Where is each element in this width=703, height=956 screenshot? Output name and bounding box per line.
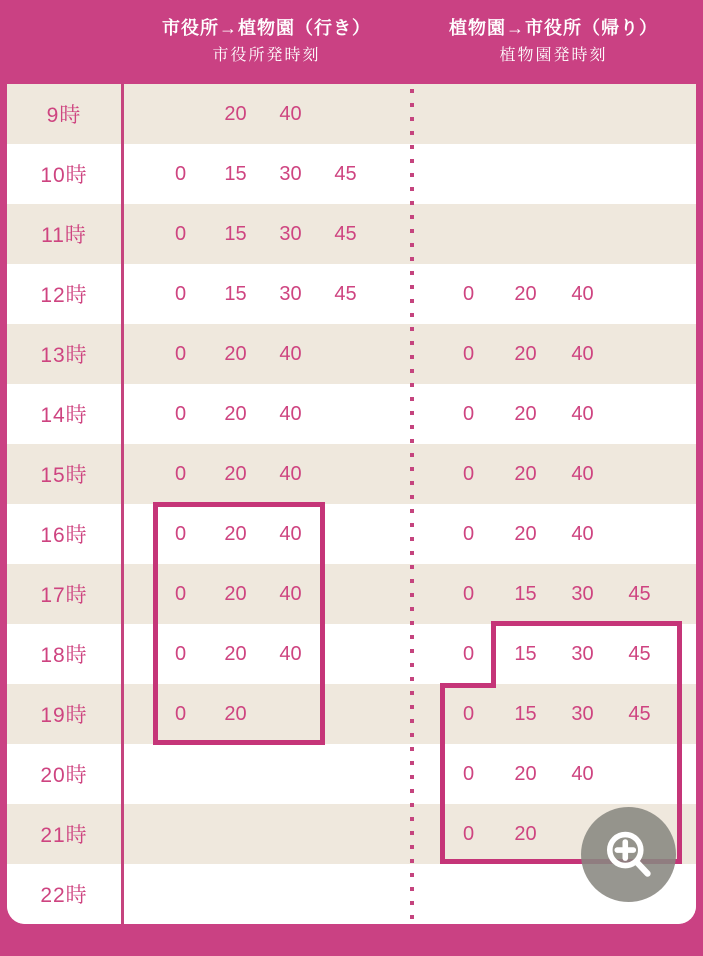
outbound-times (153, 504, 373, 564)
return-time: 30 (571, 582, 594, 605)
return-times (440, 384, 668, 444)
return-time: 30 (571, 702, 594, 725)
outbound-time (318, 504, 373, 564)
return-header (411, 17, 696, 77)
timetable-row (7, 564, 696, 624)
return-time: 0 (462, 822, 475, 845)
outbound-title: 市役所→植物園（行き） (162, 18, 371, 38)
outbound-time (318, 744, 373, 804)
outbound-times (153, 624, 373, 684)
center-dotted-divider (410, 89, 414, 919)
outbound-time (318, 624, 373, 684)
return-times (440, 564, 668, 624)
return-time: 0 (462, 762, 475, 785)
return-times (440, 84, 668, 144)
outbound-times (153, 384, 373, 444)
outbound-time (318, 384, 373, 444)
outbound-time: 40 (279, 402, 302, 425)
return-time (554, 84, 611, 144)
outbound-time: 0 (174, 642, 187, 665)
hour-label: 16時 (40, 524, 88, 547)
hour-label: 22時 (40, 884, 88, 907)
timetable-row (7, 204, 696, 264)
return-time: 40 (571, 282, 594, 305)
return-times (440, 684, 668, 744)
outbound-time (208, 744, 263, 804)
outbound-times (153, 324, 373, 384)
timetable-row (7, 324, 696, 384)
timetable-rows (7, 84, 696, 924)
outbound-time: 0 (174, 522, 187, 545)
return-time: 40 (571, 762, 594, 785)
outbound-times (153, 744, 373, 804)
return-time: 0 (462, 342, 475, 365)
return-time (554, 204, 611, 264)
return-times (440, 744, 668, 804)
outbound-time: 15 (224, 222, 247, 245)
outbound-time: 20 (224, 102, 247, 125)
outbound-time: 40 (279, 522, 302, 545)
hour-label: 14時 (40, 404, 88, 427)
timetable-row (7, 144, 696, 204)
outbound-times (153, 444, 373, 504)
outbound-time: 40 (279, 642, 302, 665)
outbound-times (153, 84, 373, 144)
outbound-time (318, 684, 373, 744)
timetable-row (7, 384, 696, 444)
return-time: 0 (462, 642, 475, 665)
outbound-time (208, 804, 263, 864)
timetable-row (7, 264, 696, 324)
outbound-time: 40 (279, 102, 302, 125)
outbound-time: 45 (334, 222, 357, 245)
return-time (497, 144, 554, 204)
outbound-times (153, 804, 373, 864)
outbound-time: 20 (224, 402, 247, 425)
return-time: 0 (462, 282, 475, 305)
outbound-time: 0 (174, 582, 187, 605)
return-time (440, 144, 497, 204)
return-time: 45 (628, 582, 651, 605)
hour-column-divider (121, 84, 124, 924)
return-time: 0 (462, 462, 475, 485)
timetable-row (7, 684, 696, 744)
outbound-time: 45 (334, 282, 357, 305)
return-time (440, 204, 497, 264)
return-title: 植物園→市役所（帰り） (449, 18, 658, 38)
return-time (611, 444, 668, 504)
hour-label: 11時 (41, 224, 87, 247)
outbound-times (153, 564, 373, 624)
return-time (611, 144, 668, 204)
return-time (611, 204, 668, 264)
outbound-time (318, 564, 373, 624)
outbound-time: 0 (174, 222, 187, 245)
outbound-time: 30 (279, 162, 302, 185)
outbound-time (263, 744, 318, 804)
outbound-time: 30 (279, 222, 302, 245)
zoom-button[interactable] (581, 807, 676, 902)
outbound-time (318, 864, 373, 924)
return-time (497, 84, 554, 144)
outbound-time: 30 (279, 282, 302, 305)
outbound-subtitle: 市役所発時刻 (212, 47, 321, 65)
return-time (497, 864, 554, 924)
outbound-time: 20 (224, 342, 247, 365)
timetable-row (7, 624, 696, 684)
return-time: 40 (571, 522, 594, 545)
return-time: 30 (571, 642, 594, 665)
return-time (440, 84, 497, 144)
return-time: 0 (462, 582, 475, 605)
return-time (611, 84, 668, 144)
hour-label: 17時 (40, 584, 88, 607)
hour-label: 13時 (40, 344, 88, 367)
outbound-time (208, 864, 263, 924)
hour-label: 20時 (40, 764, 88, 787)
return-time (440, 864, 497, 924)
outbound-time (318, 804, 373, 864)
outbound-time: 20 (224, 582, 247, 605)
return-time: 15 (514, 702, 537, 725)
outbound-time: 20 (224, 522, 247, 545)
outbound-time: 20 (224, 702, 247, 725)
timetable-row (7, 444, 696, 504)
return-time: 40 (571, 342, 594, 365)
outbound-times (153, 144, 373, 204)
outbound-time: 0 (174, 702, 187, 725)
return-time (611, 264, 668, 324)
magnifier-plus-icon (598, 824, 660, 886)
outbound-time (153, 84, 208, 144)
return-time: 15 (514, 582, 537, 605)
outbound-time (263, 684, 318, 744)
hour-label: 21時 (40, 824, 88, 847)
outbound-time: 0 (174, 462, 187, 485)
return-time: 0 (462, 402, 475, 425)
outbound-times (153, 864, 373, 924)
outbound-time: 0 (174, 402, 187, 425)
outbound-time: 40 (279, 462, 302, 485)
outbound-time: 20 (224, 642, 247, 665)
return-times (440, 444, 668, 504)
outbound-time (263, 804, 318, 864)
timetable (7, 84, 696, 924)
outbound-time: 20 (224, 462, 247, 485)
return-time (554, 144, 611, 204)
hour-label: 19時 (40, 704, 88, 727)
outbound-time (263, 864, 318, 924)
return-times (440, 204, 668, 264)
return-time: 20 (514, 462, 537, 485)
timetable-row (7, 504, 696, 564)
outbound-time: 15 (224, 162, 247, 185)
outbound-time: 45 (334, 162, 357, 185)
outbound-times (153, 684, 373, 744)
return-times (440, 624, 668, 684)
return-time: 20 (514, 342, 537, 365)
return-time: 45 (628, 702, 651, 725)
return-time: 45 (628, 642, 651, 665)
outbound-header (122, 17, 411, 77)
return-time: 20 (514, 762, 537, 785)
return-time: 20 (514, 822, 537, 845)
return-times (440, 504, 668, 564)
hour-label: 10時 (40, 164, 88, 187)
outbound-times (153, 264, 373, 324)
outbound-time (318, 324, 373, 384)
outbound-times (153, 204, 373, 264)
outbound-time (318, 84, 373, 144)
return-time: 40 (571, 402, 594, 425)
return-time (611, 744, 668, 804)
return-subtitle: 植物園発時刻 (499, 47, 608, 65)
return-time: 0 (462, 522, 475, 545)
return-time: 40 (571, 462, 594, 485)
return-time (611, 324, 668, 384)
outbound-time (153, 864, 208, 924)
return-time: 15 (514, 642, 537, 665)
hour-label: 12時 (40, 284, 88, 307)
hour-label: 15時 (40, 464, 88, 487)
return-time (611, 504, 668, 564)
return-times (440, 144, 668, 204)
return-times (440, 264, 668, 324)
return-time (497, 204, 554, 264)
return-time: 20 (514, 522, 537, 545)
outbound-time: 0 (174, 282, 187, 305)
return-time: 0 (462, 702, 475, 725)
outbound-time (153, 804, 208, 864)
timetable-row (7, 84, 696, 144)
outbound-time: 40 (279, 582, 302, 605)
timetable-row (7, 744, 696, 804)
outbound-time (153, 744, 208, 804)
return-time (611, 384, 668, 444)
return-times (440, 324, 668, 384)
outbound-time: 0 (174, 162, 187, 185)
outbound-time (318, 444, 373, 504)
hour-label: 18時 (40, 644, 88, 667)
return-time: 20 (514, 402, 537, 425)
outbound-time: 40 (279, 342, 302, 365)
outbound-time: 15 (224, 282, 247, 305)
return-time: 20 (514, 282, 537, 305)
hour-label: 9時 (46, 104, 82, 127)
outbound-time: 0 (174, 342, 187, 365)
